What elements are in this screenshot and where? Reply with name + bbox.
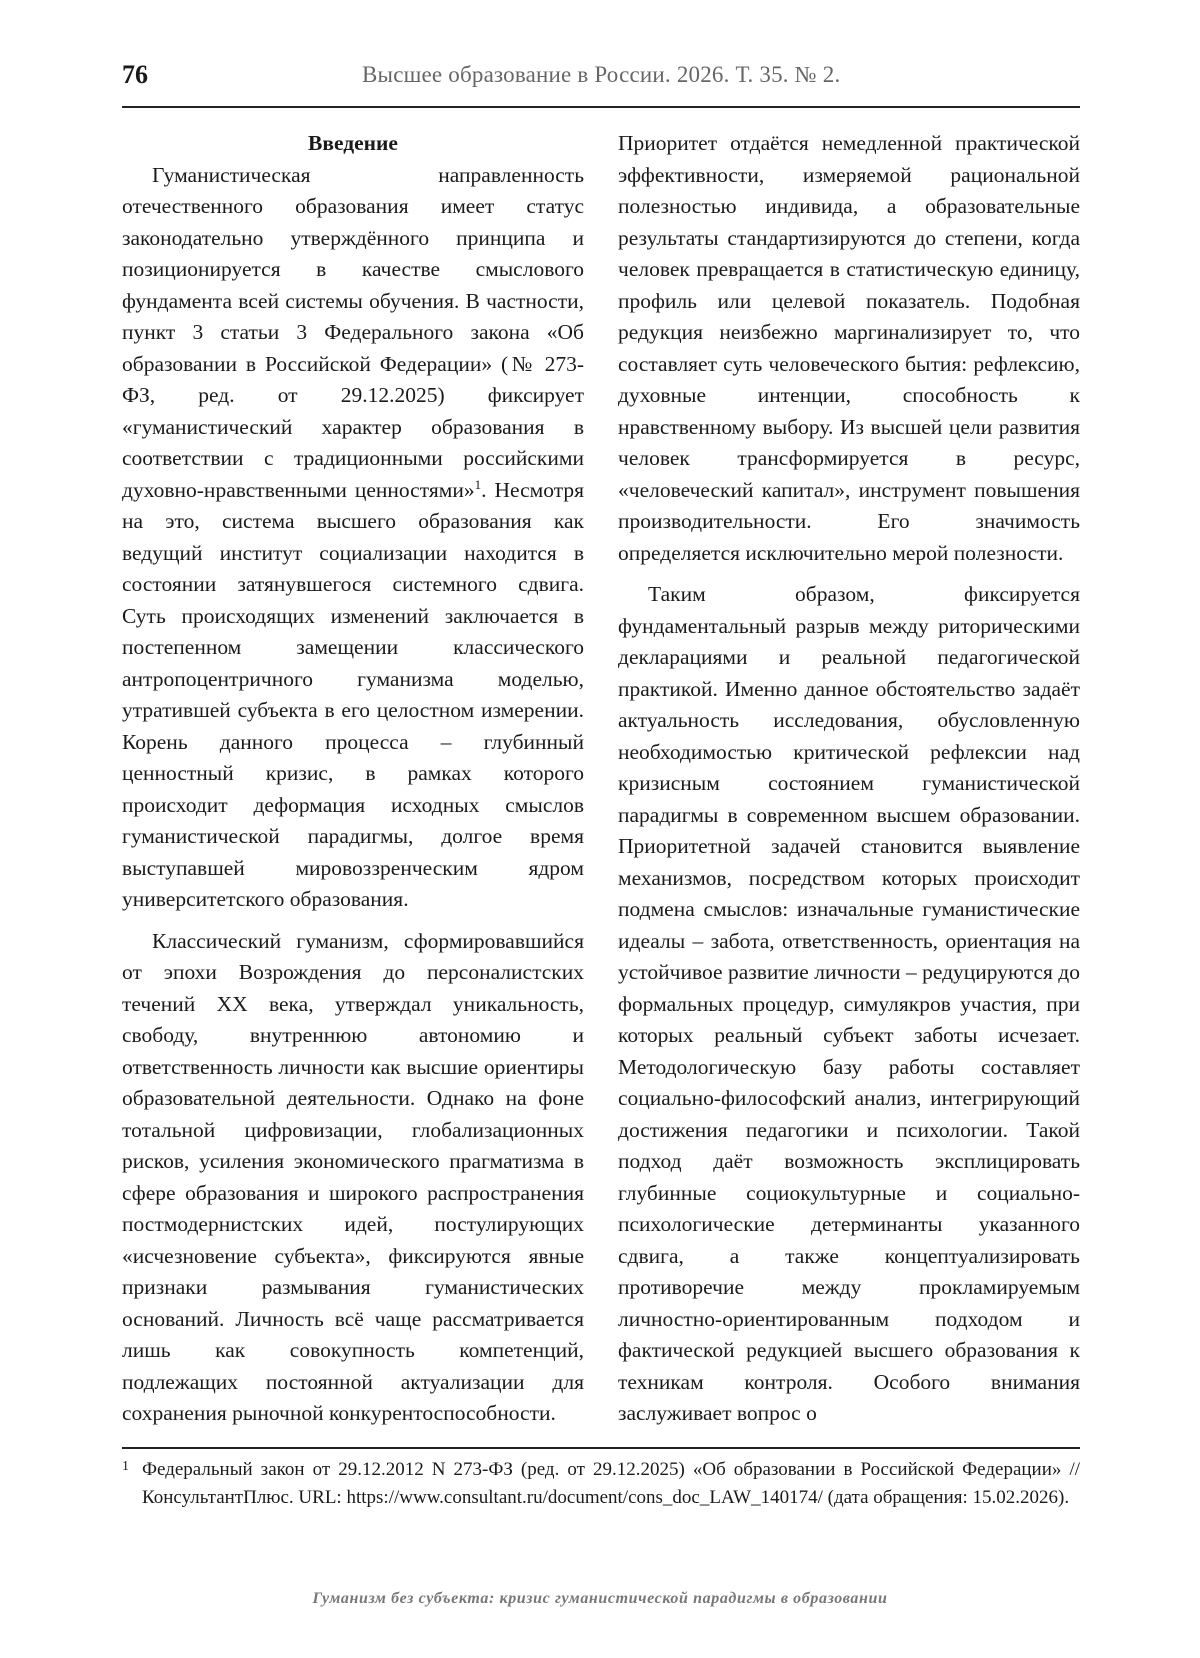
page-header bbox=[122, 60, 1080, 104]
footnote-number: 1 bbox=[122, 1459, 129, 1474]
journal-title: Высшее образование в России. 2026. Т. 35. № 2. bbox=[362, 62, 841, 87]
footnote-divider bbox=[122, 1447, 1080, 1449]
footnote-ref[interactable]: 1 bbox=[474, 476, 482, 492]
paragraph: Классический гуманизм, сформировавшийся от эпохи Возрождения до персоналистских течений XX века, утверждал уникальность, свободу, внутреннюю автономию и ответственность личности как высшие ориентиры образовательной деятельности. Однако на фоне тотальной цифровизации, глобализационных рисков, усиления экономического прагматизма в сфере образования и широкого распространения постмодернистских идей, постулирующих «исчезновение субъекта», фиксируются явные признаки размывания гуманистических оснований. Личность всё чаще рассматривается лишь как совокупность компетенций, подлежащих постоянной актуализации для сохранения рыночной конкурентоспособности. bbox=[122, 928, 584, 1425]
paragraph bbox=[122, 160, 584, 916]
running-footer: Гуманизм без субъекта: кризис гуманистической парадигмы в образовании bbox=[312, 1590, 888, 1607]
section-heading: Введение bbox=[308, 131, 398, 155]
footnote bbox=[122, 1456, 1080, 1512]
paragraph: Приоритет отдаётся немедленной практической эффективности, измеряемой рациональной полезностью индивида, а образовательные результаты стандартизируются до степени, когда человек превращается в статистическую единицу, профиль или целевой показатель. Подобная редукция неизбежно маргинализирует то, что составляет суть человеческого бытия: рефлексию, духовные интенции, способность к нравственному выбору. Из высшей цели развития человек трансформируется в ресурс, «человеческий капитал», инструмент повышения производительности. Его значимость определяется исключительно мерой полезности. bbox=[618, 131, 1080, 565]
page-number: 76 bbox=[122, 60, 148, 89]
right-column bbox=[618, 128, 1080, 1430]
paragraph-text: Гуманистическая направленность отечественного образования имеет статус законодательно утверждённого принципа и позиционируется в качестве смыслового фундамента всей системы обучения. В частности, пункт 3 статьи 3 Федерального закона «Об образовании в Российской Федерации» (№ 273-ФЗ, ред. от 29.12.2025) фиксирует «гуманистический характер образования в соответствии с традиционными российскими духовно-нравственными ценностями» bbox=[122, 162, 584, 502]
header-divider bbox=[122, 106, 1080, 108]
footnote-text: Федеральный закон от 29.12.2012 N 273-ФЗ (ред. от 29.12.2025) «Об образовании в Российской Федерации» // КонсультантПлюс. URL: https://www.consultant.ru/document/cons_doc_LAW_140174/ (дата обращения: 15.02.2026). bbox=[142, 1459, 1080, 1508]
paragraph-text: . Несмотря на это, система высшего образования как ведущий институт социализации находится в состоянии затянувшегося системного сдвига. Суть происходящих изменений заключается в постепенном замещении классического антропоцентричного гуманизма моделью, утратившей субъекта в его целостном измерении. Корень данного процесса – глубинный ценностный кризис, в рамках которого происходит деформация исходных смыслов гуманистической парадигмы, долгое время выступавшей мировоззренческим ядром университетского образования. bbox=[122, 477, 584, 911]
paragraph: Таким образом, фиксируется фундаментальный разрыв между риторическими декларациями и реальной педагогической практикой. Именно данное обстоятельство задаёт актуальность исследования, обусловленную необходимостью критической рефлексии над кризисным состоянием гуманистической парадигмы в современном высшем образовании. Приоритетной задачей становится выявление механизмов, посредством которых происходит подмена смыслов: изначальные гуманистические идеалы – забота, ответственность, ориентация на устойчивое развитие личности – редуцируются до формальных процедур, симулякров участия, при которых реальный субъект заботы исчезает. Методологическую базу работы составляет социально-философский анализ, интегрирующий достижения педагогики и психологии. Такой подход даёт возможность эксплицировать глубинные социокультурные и социально-психологические детерминанты указанного сдвига, а также концептуализировать противоречие между прокламируемым личностно-ориентированным подходом и фактической редукцией высшего образования к техникам контроля. Особого внимания заслуживает вопрос о bbox=[618, 582, 1080, 1425]
left-column bbox=[122, 128, 584, 1430]
